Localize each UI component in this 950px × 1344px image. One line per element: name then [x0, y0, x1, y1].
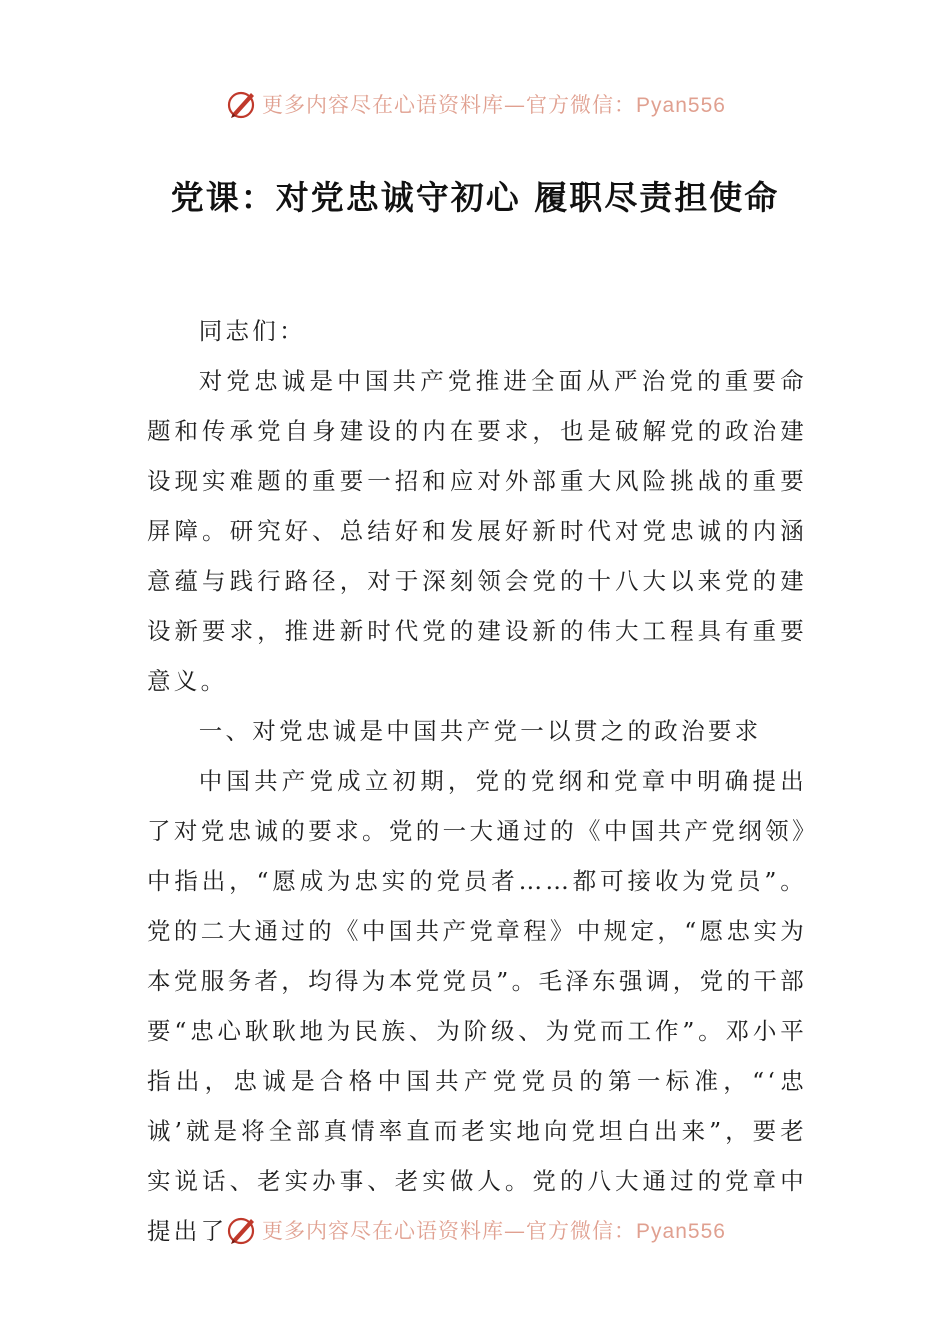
banner-main-text: 更多内容尽在心语资料库 [262, 93, 505, 117]
banner-dash: — [504, 93, 527, 117]
header-watermark-banner [0, 84, 950, 124]
body-paragraph: 对党忠诚是中国共产党推进全面从严治党的重要命题和传承党自身建设的内在要求，也是破解党的政治建设现实难题的重要一招和应对外部重大风险挑战的重要屏障。研究好、总结好和发展好新时代对党忠诚的内涵意蕴与践行路径，对于深刻领会党的十八大以来党的建设新要求，推进新时代党的建设新的伟大工程具有重要意义。 [147, 367, 807, 695]
banner-dash: — [504, 1219, 527, 1243]
banner-wechat-id: Pyan556 [636, 94, 726, 117]
body-paragraph: 中国共产党成立初期，党的党纲和党章中明确提出了对党忠诚的要求。党的一大通过的《中国共产党纲领》中指出，“愿成为忠实的党员者……都可接收为党员”。党的二大通过的《中国共产党章程》中规定，“愿忠实为本党服务者，均得为本党党员”。毛泽东强调，党的干部要“忠心耿耿地为民族、为阶级、为党而工作”。邓小平指出，忠诚是合格中国共产党党员的第一标准，“‘忠诚’就是将全部真情率直而老实地向党坦白出来”，要老实说话、老实办事、老实做人。党的八大通过的党章中提出了 [147, 767, 807, 1245]
banner-wechat-label: 官方微信： [526, 93, 637, 117]
salutation: 同志们： [198, 317, 306, 345]
banner-wechat-label: 官方微信： [526, 1219, 637, 1243]
banner-text [262, 89, 726, 119]
section-heading: 一、对党忠诚是中国共产党一以贯之的政治要求 [198, 717, 762, 745]
banner-text [262, 1215, 726, 1245]
document-body [147, 306, 807, 1256]
document-title: 党课：对党忠诚守初心 履职尽责担使命 [170, 178, 780, 217]
banner-wechat-id: Pyan556 [636, 1220, 726, 1243]
pen-circle-icon [224, 87, 258, 121]
pen-circle-icon [224, 1213, 258, 1247]
banner-main-text: 更多内容尽在心语资料库 [262, 1219, 505, 1243]
footer-watermark-banner [0, 1210, 950, 1250]
